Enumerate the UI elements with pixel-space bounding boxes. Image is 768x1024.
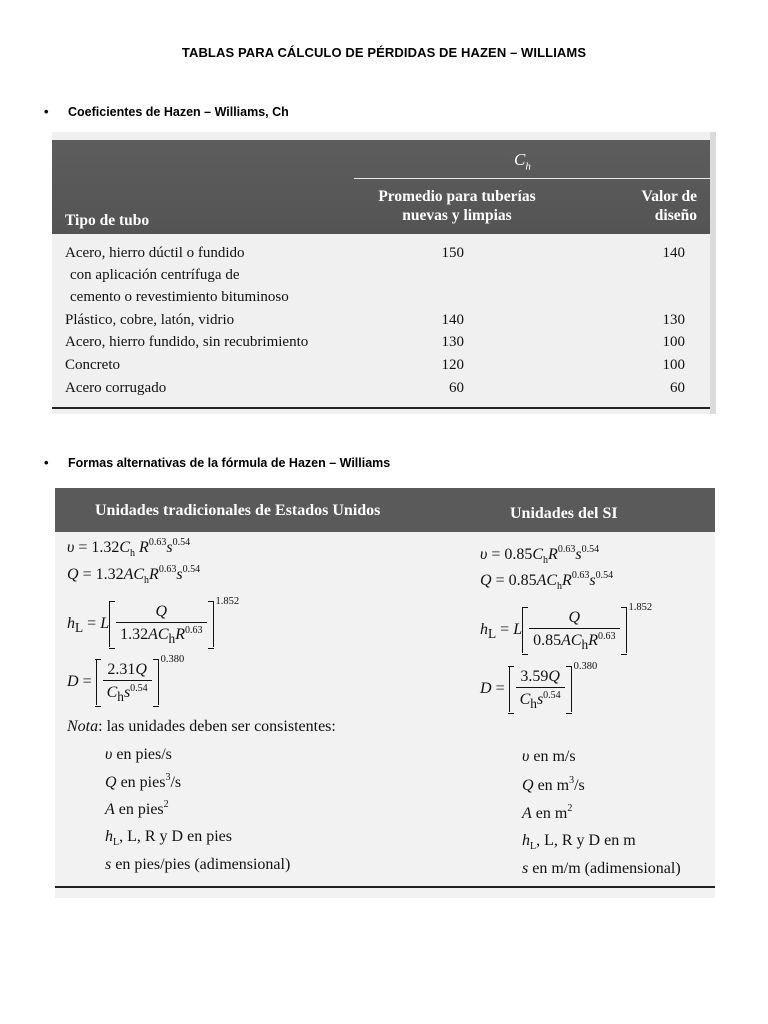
note-units: Nota: las unidades deben ser consistentes:: [67, 718, 336, 735]
unit-slope-us: s en pies/pies (adimensional): [105, 856, 291, 873]
unit-area-si: A en $m^2$: [522, 803, 573, 822]
bullet-dot-icon: •: [44, 455, 49, 470]
table-cell-name: Acero, hierro dúctil o fundido: [65, 245, 245, 261]
bullet-coeficientes-text: Coeficientes de Hazen – Williams, Ch: [68, 105, 289, 119]
bullet-formas-text: Formas alternativas de la fórmula de Hazen – Williams: [68, 456, 391, 470]
unit-lengths-si: $h_L$, L, R y D en m: [522, 832, 636, 853]
unit-area-us: A en pies$^2$: [105, 799, 169, 818]
hazen-williams-coefficients-table: [52, 132, 716, 414]
column-header-valor: Valor de diseño: [641, 188, 697, 224]
formula-velocity-us: $\upsilon = 1.32C_h$ $R^{0.63}s^{0.54}$: [67, 537, 191, 560]
table-cell-avg: 130: [441, 334, 464, 350]
header-divider: [354, 178, 712, 179]
table-cell-name: cemento o revestimiento bituminoso: [70, 289, 289, 305]
unit-lengths-us: $h_L$, L, R y D en pies: [105, 828, 232, 849]
table-cell-name: Acero, hierro fundido, sin recubrimiento: [65, 334, 309, 350]
unit-velocity-si: υ en m/s: [522, 748, 576, 765]
bullet-dot-icon: •: [44, 104, 49, 119]
table-cell-design: 100: [662, 334, 685, 350]
table-cell-design: 100: [662, 357, 685, 373]
table-cell-name: Acero corrugado: [65, 380, 167, 396]
unit-velocity-us: υ en pies/s: [105, 746, 172, 763]
table-cell-name: con aplicación centrífuga de: [70, 267, 240, 283]
hazen-williams-formulas-table: [55, 488, 715, 898]
column-header-tipo: Tipo de tubo: [65, 212, 150, 229]
formula-headloss-si: $h_L = L$ $\frac{Q}{0.85AC_hR^{0.63}}$ $^{1.852}$: [480, 602, 653, 653]
formula-diameter-us: D = $\frac{2.31Q}{C_hs^{0.54}}$ $^{0.380}$: [67, 654, 185, 705]
table-cell-avg: 140: [441, 312, 464, 328]
unit-flow-si: Q en $m^3/s$: [522, 775, 585, 794]
formula-flow-si: $Q = 0.85AC_hR^{0.63}s^{0.54}$: [480, 570, 614, 593]
header-si-units: Unidades del SI: [510, 505, 618, 522]
formula-velocity-si: $\upsilon = 0.85C_hR^{0.63}s^{0.54}$: [480, 544, 600, 567]
table-cell-design: 130: [662, 312, 685, 328]
bullet-coeficientes: [44, 104, 289, 119]
table-header: [55, 488, 715, 532]
unit-slope-si: s en m/m (adimensional): [522, 860, 681, 877]
scan-edge: [710, 132, 716, 414]
table-cell-name: Concreto: [65, 357, 120, 373]
table-bottom-rule: [55, 886, 715, 888]
page-title: TABLAS PARA CÁLCULO DE PÉRDIDAS DE HAZEN – WILLIAMS: [181, 45, 587, 60]
table-cell-name: Plástico, cobre, latón, vidrio: [65, 312, 235, 328]
formula-headloss-us: $h_L = L$ $\frac{Q}{1.32AC_hR^{0.63}}$ $^{1.852}$: [67, 596, 240, 647]
header-us-units: Unidades tradicionales de Estados Unidos: [95, 502, 381, 519]
table-cell-design: 140: [662, 245, 685, 261]
bullet-formas: [44, 455, 390, 470]
table-cell-avg: 120: [441, 357, 464, 373]
unit-flow-us: Q en pies$^3$/s: [105, 772, 182, 791]
formula-flow-us: $Q = 1.32AC_hR^{0.63}s^{0.54}$: [67, 564, 201, 587]
column-header-promedio: Promedio para tuberías nuevas y limpias: [378, 188, 536, 224]
ch-symbol: $C_h$: [514, 150, 531, 173]
table-cell-avg: 60: [449, 380, 464, 396]
table-bottom-rule: [52, 407, 712, 409]
table-cell-avg: 150: [441, 245, 464, 261]
table-header: [52, 140, 712, 234]
table-cell-design: 60: [670, 380, 685, 396]
formula-diameter-si: D = $\frac{3.59Q}{C_hs^{0.54}}$ $^{0.380}$: [480, 661, 598, 712]
